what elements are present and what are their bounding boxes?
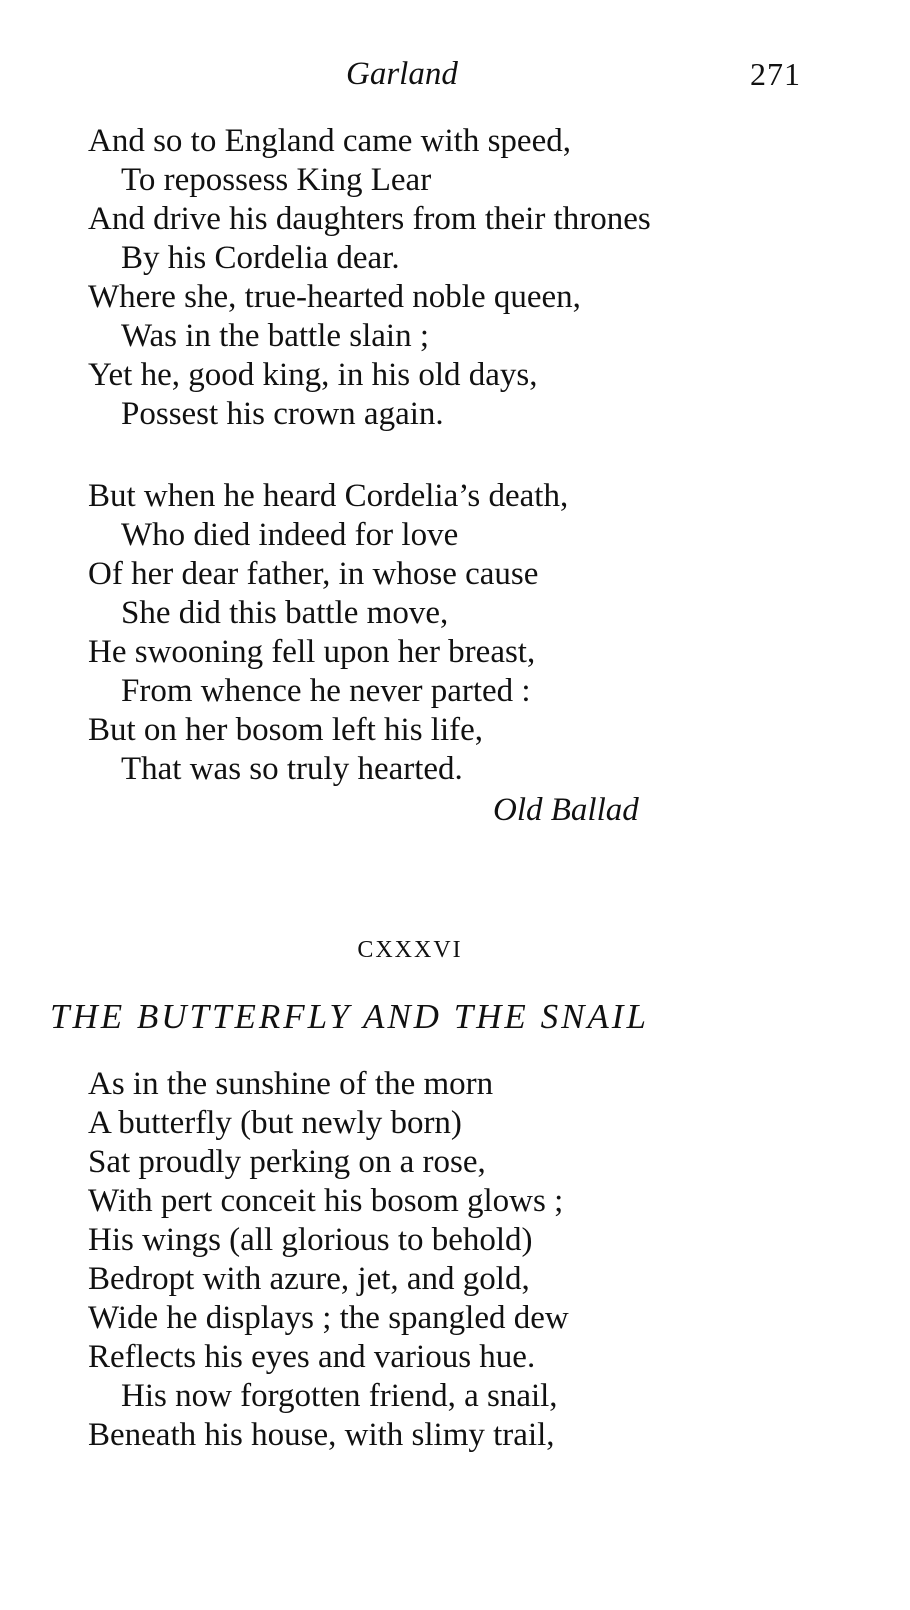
poem1-stanza-1 — [88, 122, 651, 434]
verse-line: His wings (all glorious to behold) — [88, 1222, 533, 1258]
verse-line: But on her bosom left his life, — [88, 712, 484, 748]
verse-line: Yet he, good king, in his old days, — [88, 357, 538, 393]
verse-line: Bedropt with azure, jet, and gold, — [88, 1261, 530, 1297]
page-number: 271 — [750, 56, 801, 92]
verse-line: He swooning fell upon her breast, — [88, 634, 536, 670]
verse-line: From whence he never parted : — [121, 673, 531, 709]
verse-line: And drive his daughters from their thrones — [88, 201, 651, 237]
poem-attribution: Old Ballad — [493, 792, 639, 828]
verse-line: His now forgotten friend, a snail, — [121, 1378, 558, 1414]
poem-title: THE BUTTERFLY AND THE SNAIL — [50, 997, 649, 1036]
verse-line: Sat proudly perking on a rose, — [88, 1144, 486, 1180]
section-number: CXXXVI — [357, 937, 463, 963]
verse-line: By his Cordelia dear. — [121, 240, 400, 276]
verse-line: But when he heard Cordelia’s death, — [88, 478, 569, 514]
poem1-stanza-2 — [88, 477, 568, 789]
verse-line: Of her dear father, in whose cause — [88, 556, 539, 592]
verse-line: That was so truly hearted. — [121, 751, 463, 787]
verse-line: Wide he displays ; the spangled dew — [88, 1300, 569, 1336]
verse-line: With pert conceit his bosom glows ; — [88, 1183, 564, 1219]
verse-line: A butterfly (but newly born) — [88, 1105, 462, 1141]
verse-line: Where she, true-hearted noble queen, — [88, 279, 581, 315]
verse-line: Reflects his eyes and various hue. — [88, 1339, 536, 1375]
verse-line: She did this battle move, — [121, 595, 449, 631]
verse-line: As in the sunshine of the morn — [88, 1066, 494, 1102]
verse-line: Beneath his house, with slimy trail, — [88, 1417, 555, 1453]
running-head — [0, 52, 910, 96]
verse-line: To repossess King Lear — [121, 162, 432, 198]
running-title: Garland — [346, 56, 458, 92]
poem2-stanza-1 — [88, 1065, 569, 1455]
verse-line: And so to England came with speed, — [88, 123, 571, 159]
verse-line: Was in the battle slain ; — [121, 318, 430, 354]
verse-line: Possest his crown again. — [121, 396, 444, 432]
verse-line: Who died indeed for love — [121, 517, 459, 553]
